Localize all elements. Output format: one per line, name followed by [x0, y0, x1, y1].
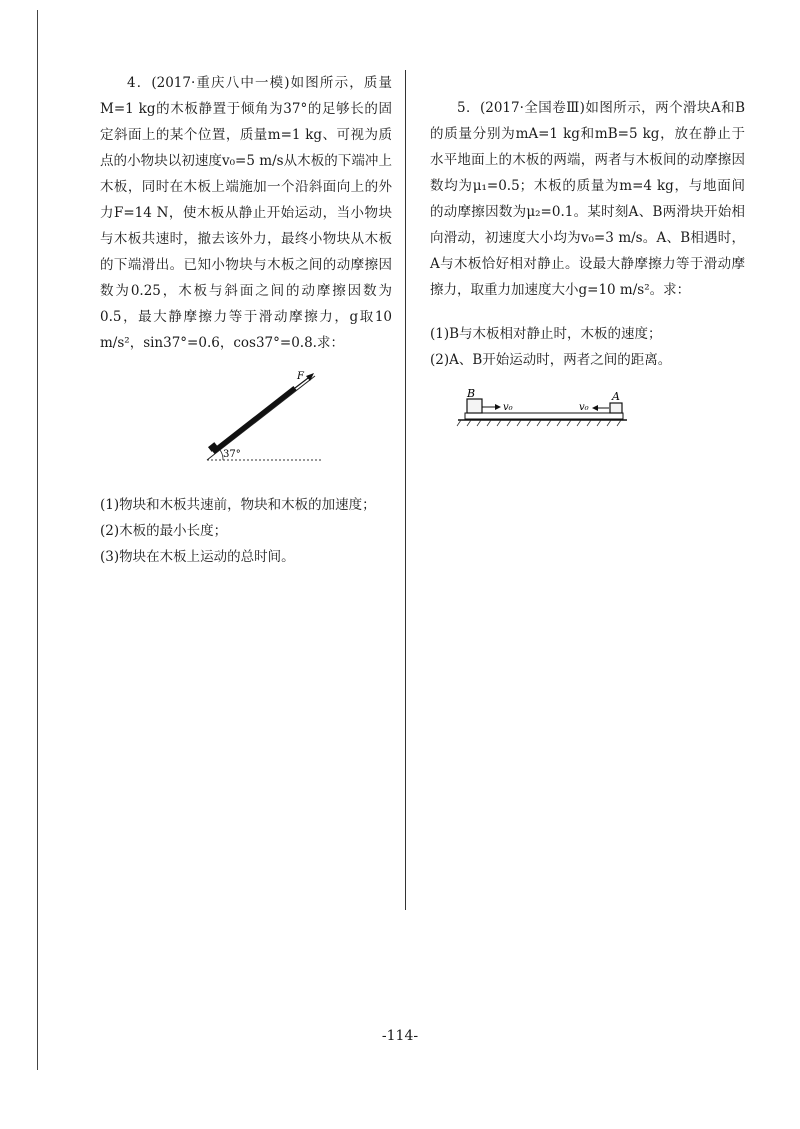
- block-b-label: B: [467, 387, 476, 400]
- board: [465, 413, 623, 419]
- velocity-arrowhead-b: [495, 404, 501, 410]
- problem-4-text: 4．(2017·重庆八中一模)如图所示，质量M=1 kg的木板静置于倾角为37°的足够长的固定斜面上的某个位置，质量m=1 kg、可视为质点的小物块以初速度v₀=5 m/s从木板的下端冲上木板，同时在木板上端施加一个沿斜面向上的外力F=14 N，使木板从静止开始运动，当小物块与木板共速时，撤去该外力，最终小物块从木板的下端滑出。已知小物块与木板之间的动摩擦因数为0.25，木板与斜面之间的动摩擦因数为0.5，最大静摩擦力等于滑动摩擦力，g取10 m/s²，sin37°=0.6，cos37°=0.8.求：: [100, 75, 392, 351]
- block-a: [610, 403, 622, 413]
- problem-5-question-2: (2)A、B开始运动时，两者之间的距离。: [430, 352, 672, 368]
- blocks-figure: [455, 386, 635, 434]
- problem-4: [100, 70, 392, 570]
- velocity-label-b: v₀: [503, 402, 513, 413]
- block-a-label: A: [612, 390, 620, 403]
- problem-4-question-1: (1)物块和木板共速前，物块和木板的加速度；: [100, 497, 376, 513]
- problem-4-question-2: (2)木板的最小长度；: [100, 523, 228, 539]
- problem-5: [430, 95, 745, 373]
- force-arrowhead: [306, 373, 314, 381]
- incline-figure: [195, 368, 330, 468]
- velocity-label-a: v₀: [579, 402, 589, 413]
- incline-board: [213, 388, 295, 452]
- ground-hatching: [457, 420, 621, 426]
- angle-label: 37°: [223, 449, 241, 460]
- page-number: -114-: [381, 1028, 419, 1044]
- velocity-arrowhead-a: [592, 405, 598, 411]
- column-divider: [405, 70, 406, 910]
- binding-margin-line: [37, 10, 38, 1070]
- problem-5-questions: [430, 321, 745, 373]
- force-label: F: [297, 371, 304, 382]
- problem-5-text: 5．(2017·全国卷Ⅲ)如图所示，两个滑块A和B的质量分别为mA=1 kg和mB=5 kg，放在静止于水平地面上的木板的两端，两者与木板间的动摩擦因数均为μ₁=0.5；木板的质量为m=4 kg，与地面间的动摩擦因数为μ₂=0.1。某时刻A、B两滑块开始相向滑动，初速度大小均为v₀=3 m/s。A、B相遇时，A与木板恰好相对静止。设最大静摩擦力等于滑动摩擦力，取重力加速度大小g=10 m/s²。求：: [430, 100, 745, 298]
- block-b: [467, 399, 482, 413]
- incline-surface: [207, 376, 315, 460]
- problem-5-question-1: (1)B与木板相对静止时，木板的速度；: [430, 326, 662, 342]
- problem-4-questions: [100, 492, 392, 570]
- problem-4-question-3: (3)物块在木板上运动的总时间。: [100, 549, 295, 565]
